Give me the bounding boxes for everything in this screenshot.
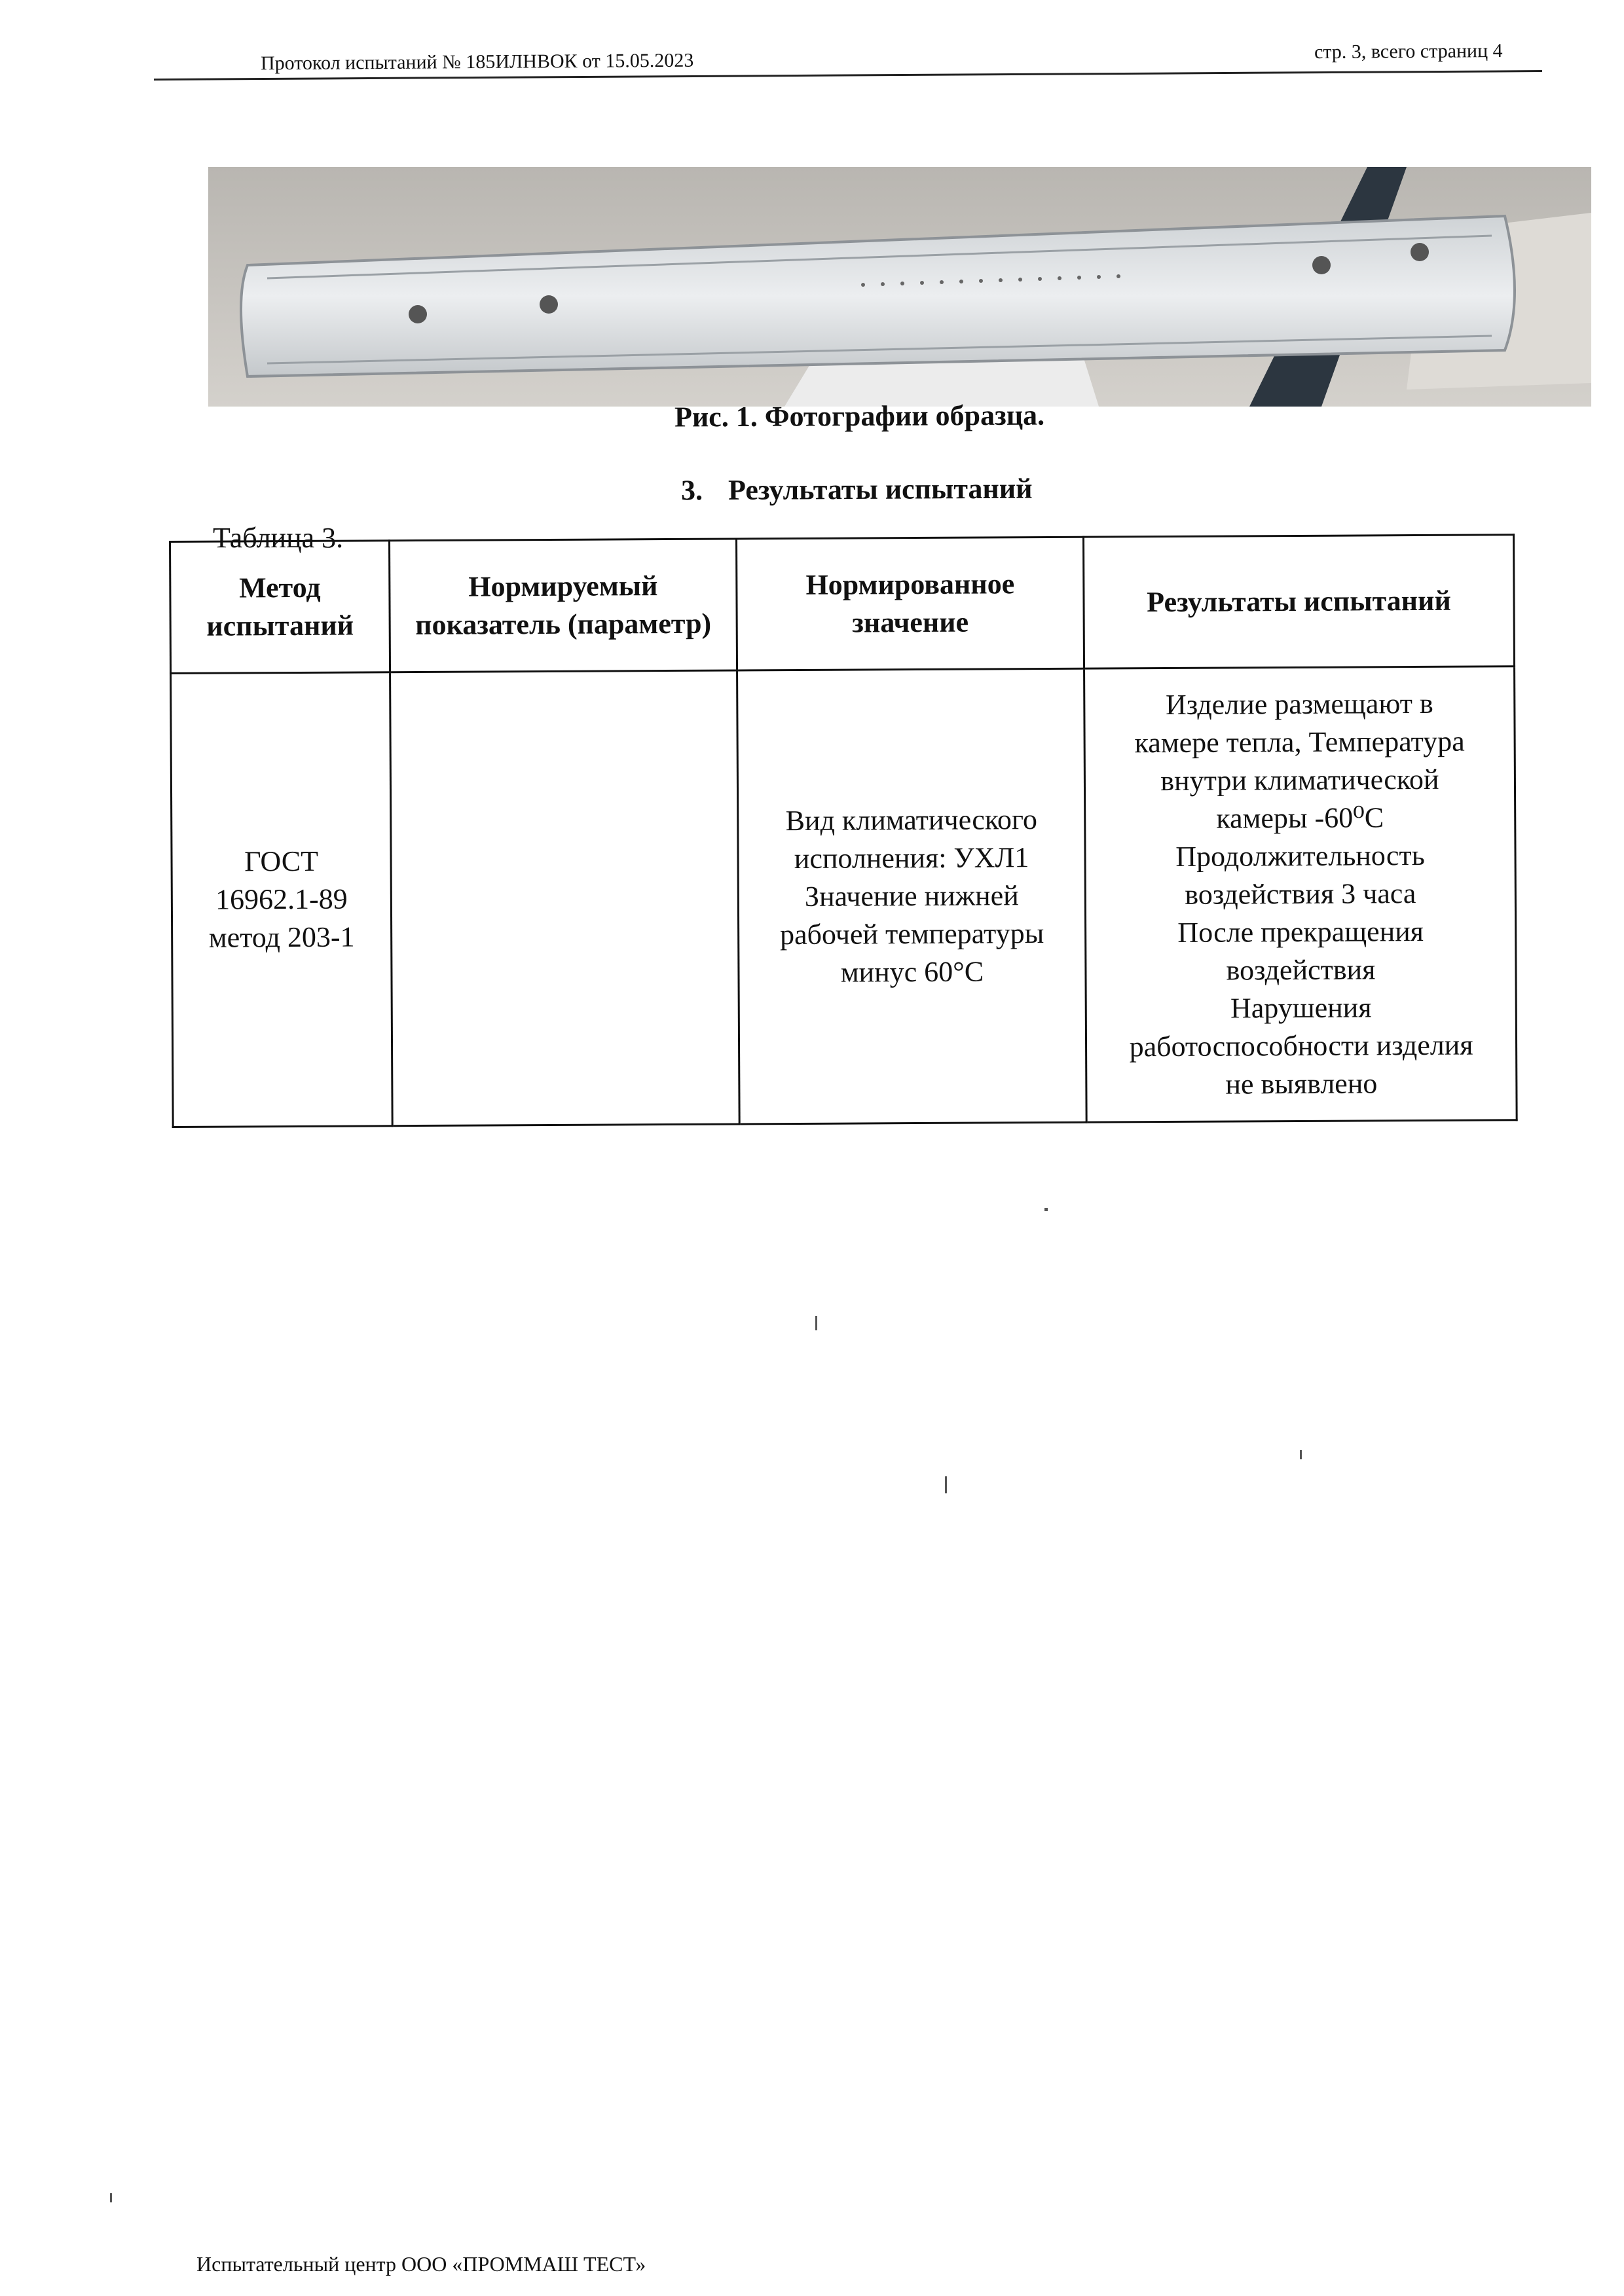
results-line: воздействия bbox=[1226, 953, 1376, 987]
method-line: метод 203-1 bbox=[208, 920, 355, 954]
protocol-header: Протокол испытаний № 185ИЛНВОК от 15.05.2023 bbox=[260, 49, 694, 75]
results-line: Изделие размещают в bbox=[1165, 687, 1433, 721]
results-line: не выявлено bbox=[1225, 1067, 1378, 1101]
results-table bbox=[169, 534, 1518, 1128]
scan-speck bbox=[945, 1476, 947, 1493]
results-line: Нарушения bbox=[1230, 991, 1372, 1025]
cell-normalized-value bbox=[737, 668, 1087, 1124]
results-line: камеры -60⁰С bbox=[1216, 801, 1384, 835]
normalized-line: Вид климатического bbox=[785, 803, 1037, 837]
cell-parameter bbox=[390, 670, 740, 1126]
header-parameter: Нормируемый показатель (параметр) bbox=[390, 539, 737, 672]
normalized-line: Значение нижней bbox=[804, 879, 1019, 913]
cell-results bbox=[1084, 666, 1517, 1122]
scan-speck bbox=[1300, 1450, 1302, 1459]
scan-speck bbox=[110, 2193, 112, 2202]
results-table-wrapper bbox=[169, 534, 1516, 1130]
method-line: ГОСТ bbox=[244, 845, 319, 878]
header-normalized-value: Нормированное значение bbox=[736, 537, 1084, 670]
results-line: После прекращения bbox=[1177, 915, 1424, 949]
page-number: стр. 3, всего страниц 4 bbox=[1314, 39, 1503, 64]
normalized-line: рабочей температуры bbox=[779, 917, 1044, 951]
table-header-row bbox=[170, 535, 1515, 674]
figure-caption: Рис. 1. Фотографии образца. bbox=[674, 399, 1045, 433]
scan-speck bbox=[1044, 1208, 1048, 1211]
section-heading bbox=[681, 472, 1033, 507]
results-line: камере тепла, Температура bbox=[1134, 725, 1465, 759]
sample-photo bbox=[208, 167, 1591, 407]
scan-speck bbox=[815, 1316, 817, 1330]
table-row bbox=[171, 666, 1517, 1127]
results-line: работоспособности изделия bbox=[1129, 1029, 1473, 1063]
method-line: 16962.1-89 bbox=[215, 883, 348, 916]
results-line: Продолжительность bbox=[1175, 839, 1425, 873]
header-results: Результаты испытаний bbox=[1083, 535, 1514, 668]
results-line: воздействия 3 часа bbox=[1185, 877, 1416, 911]
normalized-line: минус 60°С bbox=[840, 955, 984, 989]
footer-organization: Испытательный центр ООО «ПРОММАШ ТЕСТ» bbox=[196, 2252, 646, 2276]
section-number: 3. bbox=[680, 474, 703, 507]
header-method: Метод испытаний bbox=[170, 541, 390, 674]
results-line: внутри климатической bbox=[1160, 763, 1439, 797]
table-label: Таблица 3. bbox=[213, 522, 344, 554]
normalized-line: исполнения: УХЛ1 bbox=[794, 841, 1029, 875]
cell-method bbox=[171, 672, 393, 1127]
section-title: Результаты испытаний bbox=[728, 472, 1033, 507]
